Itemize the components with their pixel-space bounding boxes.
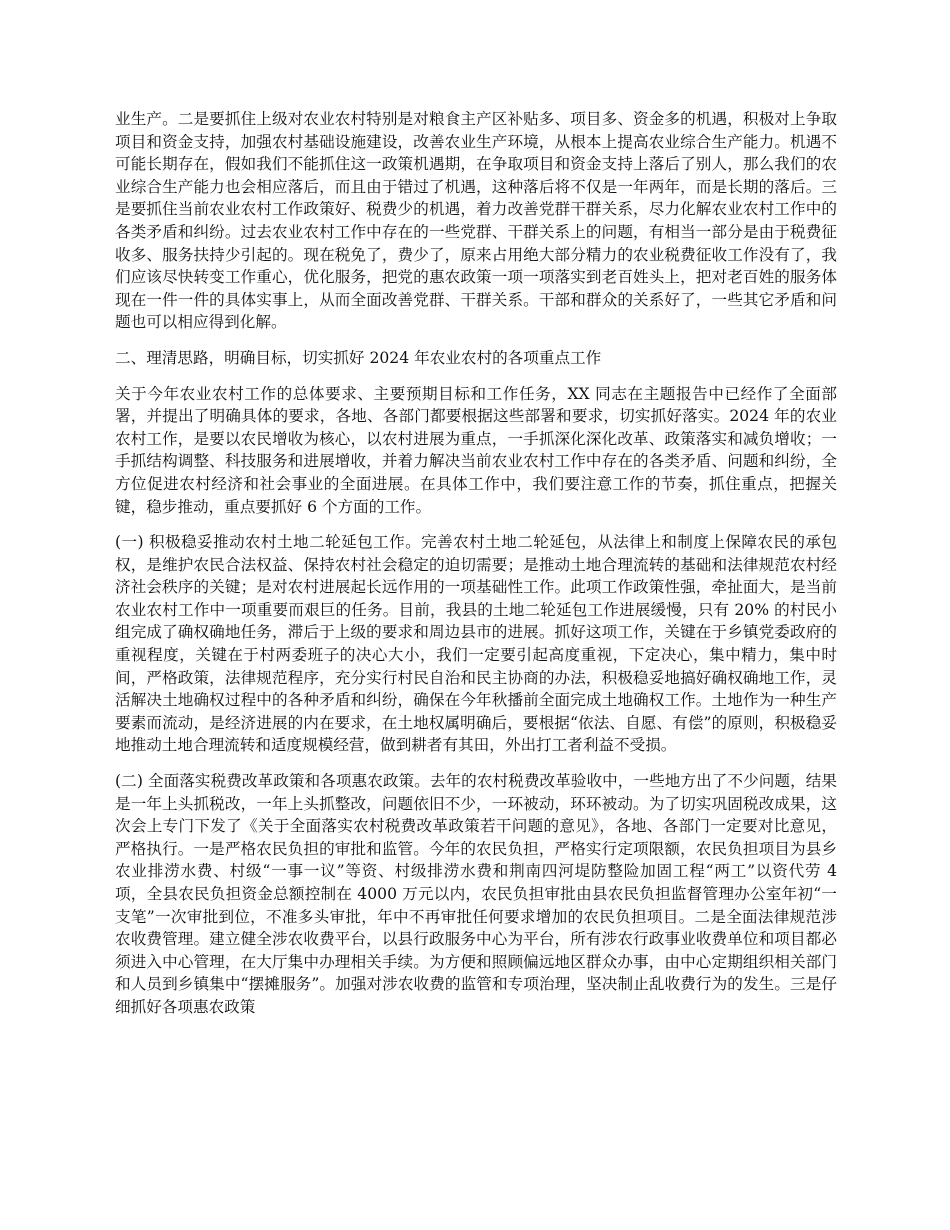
document-page bbox=[115, 108, 837, 1032]
paragraph-land-contract-extension: (一) 积极稳妥推动农村土地二轮延包工作。完善农村土地二轮延包，从法律上和制度上保障农民的承包权，是维护农民合法权益、保持农村社会稳定的迫切需要；是推动土地合理流转的基础和法律规范农村经济社会秩序的关键；是对农村进展起长远作用的一项基础性工作。此项工作政策性强，牵扯面大，是当前农业农村工作中一项重要而艰巨的任务。目前，我县的土地二轮延包工作进展缓慢，只有 20% 的村民小组完成了确权确地任务，滞后于上级的要求和周边县市的进展。抓好这项工作，关键在于乡镇党委政府的重视程度，关键在于村两委班子的决心大小，我们一定要引起高度重视，下定决心，集中精力，集中时间，严格政策，法律规范程序，充分实行村民自治和民主协商的办法，积极稳妥地搞好确权确地工作，灵活解决土地确权过程中的各种矛盾和纠纷，确保在今年秋播前全面完成土地确权工作。土地作为一种生产要素而流动，是经济进展的内在要求，在土地权属明确后，要根据“依法、自愿、有偿”的原则，积极稳妥地推动土地合理流转和适度规模经营，做到耕者有其田，外出打工者利益不受损。 bbox=[115, 533, 837, 755]
paragraph-overall-requirements: 关于今年农业农村工作的总体要求、主要预期目标和工作任务，XX 同志在主题报告中已经作了全面部署，并提出了明确具体的要求，各地、各部门都要根据这些部署和要求，切实抓好落实。2024 年的农业农村工作，是要以农民增收为核心，以农村进展为重点，一手抓深化深化改革、政策落实和减负增收；一手抓结构调整、科技服务和进展增收，并着力解决当前农业农村工作中存在的各类矛盾、问题和纠纷，全方位促进农村经济和社会事业的全面进展。在具体工作中，我们要注意工作的节奏，抓住重点，把握关键，稳步推动，重点要抓好 6 个方面的工作。 bbox=[115, 384, 837, 516]
paragraph-agricultural-opportunities: 业生产。二是要抓住上级对农业农村特别是对粮食主产区补贴多、项目多、资金多的机遇，积极对上争取项目和资金支持，加强农村基础设施建设，改善农业生产环境，从根本上提高农业综合生产能力。机遇不可能长期存在，假如我们不能抓住这一政策机遇期，在争取项目和资金支持上落后了别人，那么我们的农业综合生产能力也会相应落后，而且由于错过了机遇，这种落后将不仅是一年两年，而是长期的落后。三是要抓住当前农业农村工作政策好、税费少的机遇，着力改善党群干群关系，尽力化解农业农村工作中的各类矛盾和纠纷。过去农业农村工作中存在的一些党群、干群关系上的问题，有相当一部分是由于税费征收多、服务扶持少引起的。现在税免了，费少了，原来占用绝大部分精力的农业税费征收工作没有了，我们应该尽快转变工作重心，优化服务，把党的惠农政策一项一项落实到老百姓头上，把对老百姓的服务体现在一件一件的具体实事上，从而全面改善党群、干群关系。干部和群众的关系好了，一些其它矛盾和问题也可以相应得到化解。 bbox=[115, 110, 837, 332]
paragraph-tax-reform-policy: (二) 全面落实税费改革政策和各项惠农政策。去年的农村税费改革验收中，一些地方出了不少问题，结果是一年上头抓税改，一年上头抓整改，问题依旧不少，一环被动，环环被动。为了切实巩固税改成果，这次会上专门下发了《关于全面落实农村税费改革政策若干问题的意见》，各地、各部门一定要对比意见，严格执行。一是严格农民负担的审批和监管。今年的农民负担，严格实行定项限额，农民负担项目为县乡农业排涝水费、村级“一事一议”等资、村级排涝水费和荆南四河堤防整险加固工程“两工”以资代劳 4 项，全县农民负担资金总额控制在 4000 万元以内，农民负担审批由县农民负担监督管理办公室年初“一支笔”一次审批到位，不准多头审批，年中不再审批任何要求增加的农民负担项目。二是全面法律规范涉农收费管理。建立健全涉农收费平台，以县行政服务中心为平台，所有涉农行政事业收费单位和项目都必须进入中心管理，在大厅集中办理相关手续。为方便和照顾偏远地区群众办事，由中心定期组织相关部门和人员到乡镇集中“摆摊服务”。加强对涉农收费的监管和专项治理，坚决制止乱收费行为的发生。三是仔细抓好各项惠农政策 bbox=[115, 772, 837, 1016]
section-heading-two: 二、理清思路，明确目标，切实抓好 2024 年农业农村的各项重点工作 bbox=[115, 348, 602, 367]
